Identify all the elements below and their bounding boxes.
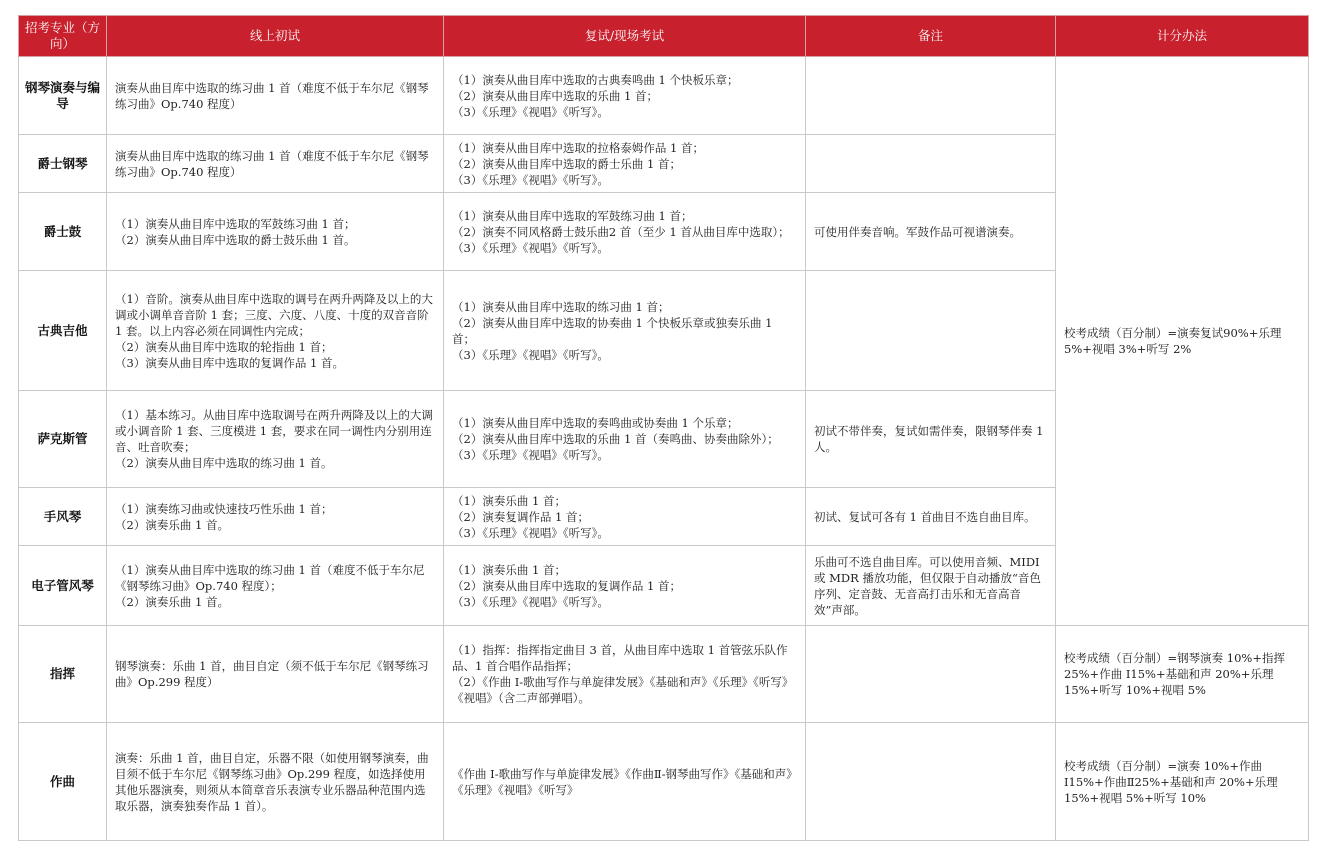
table-row: [19, 723, 1309, 841]
retest-line: （3）《乐理》《视唱》《听写》。: [452, 104, 609, 119]
online-test-cell: [107, 723, 444, 841]
retest-line: （3）《乐理》《视唱》《听写》。: [452, 347, 609, 362]
online-test-cell: [107, 57, 444, 135]
major-cell: 爵士钢琴: [19, 135, 107, 193]
online-test-line: （2）演奏从曲目库中选取的轮指曲 1 首；: [115, 339, 333, 354]
major-cell: 爵士鼓: [19, 193, 107, 271]
header-major: 招考专业（方向）: [19, 16, 107, 57]
retest-line: （3）《乐理》《视唱》《听写》。: [452, 448, 609, 462]
online-test-line: 演奏：乐曲 1 首，曲目自定，乐器不限（如使用钢琴演奏，曲目须不低于车尔尼《钢琴练习曲》Op.299 程度，如选择使用其他乐器演奏，则须从本简章音乐表演专业乐器品种范围内选取乐器，演奏独奏作品 1 首）。: [115, 750, 429, 813]
retest-line: （2）《作曲 Ⅰ-歌曲写作与单旋律发展》《基础和声》《乐理》《听写》《视唱》（含二声部弹唱）。: [452, 675, 794, 705]
online-test-line: （3）演奏从曲目库中选取的复调作品 1 首。: [115, 355, 344, 370]
online-test-line: （2）演奏从曲目库中选取的练习曲 1 首。: [115, 456, 333, 470]
retest-line: （1）演奏乐曲 1 首；: [452, 493, 566, 508]
major-cell: 萨克斯管: [19, 391, 107, 488]
online-test-line: （1）基本练习。从曲目库中选取调号在两升两降及以上的大调或小调音阶 1 套、三度模进 1 套，要求在同一调性内分别用连音、吐音吹奏；: [115, 408, 433, 454]
online-test-cell: [107, 193, 444, 271]
header-online-test: 线上初试: [107, 16, 444, 57]
table-row: [19, 626, 1309, 723]
score-method-cell: 校考成绩（百分制）=钢琴演奏 10%+指挥 25%+作曲 Ⅰ15%+基础和声 20%+乐理 15%+听写 10%+视唱 5%: [1056, 626, 1309, 723]
major-cell: 电子管风琴: [19, 546, 107, 626]
header-score-method: 计分办法: [1056, 16, 1309, 57]
major-cell: 钢琴演奏与编导: [19, 57, 107, 135]
online-test-line: （2）演奏从曲目库中选取的爵士鼓乐曲 1 首。: [115, 232, 356, 247]
retest-line: （3）《乐理》《视唱》《听写》。: [452, 172, 609, 187]
retest-line: （2）演奏从曲目库中选取的协奏曲 1 个快板乐章或独奏乐曲 1 首；: [452, 315, 773, 346]
note-cell: [806, 626, 1056, 723]
retest-cell: [444, 391, 806, 488]
retest-line: （1）演奏从曲目库中选取的军鼓练习曲 1 首；: [452, 208, 693, 223]
score-method-cell: 校考成绩（百分制）=演奏 10%+作曲Ⅰ15%+作曲Ⅱ25%+基础和声 20%+乐理 15%+视唱 5%+听写 10%: [1056, 723, 1309, 841]
header-note: 备注: [806, 16, 1056, 57]
retest-line: （1）演奏乐曲 1 首；: [452, 562, 566, 577]
retest-line: （3）《乐理》《视唱》《听写》。: [452, 594, 609, 609]
online-test-line: （2）演奏乐曲 1 首。: [115, 517, 229, 532]
online-test-line: 演奏从曲目库中选取的练习曲 1 首（难度不低于车尔尼《钢琴练习曲》Op.740 程度）: [115, 80, 429, 111]
note-cell: 乐曲可不选自曲目库。可以使用音频、MIDI 或 MDR 播放功能，但仅限于自动播放“音色序列、定音鼓、无音高打击乐和无音高音效”声部。: [806, 546, 1056, 626]
major-cell: 指挥: [19, 626, 107, 723]
table-row: [19, 57, 1309, 135]
note-cell: 初试不带伴奏，复试如需伴奏，限钢琴伴奏 1 人。: [806, 391, 1056, 488]
major-cell: 作曲: [19, 723, 107, 841]
retest-line: （2）演奏从曲目库中选取的爵士乐曲 1 首；: [452, 156, 681, 171]
online-test-cell: [107, 135, 444, 193]
score-method-cell: 校考成绩（百分制）=演奏复试90%+乐理 5%+视唱 3%+听写 2%: [1056, 57, 1309, 626]
retest-line: （2）演奏从曲目库中选取的乐曲 1 首（奏鸣曲、协奏曲除外）；: [452, 432, 779, 446]
online-test-cell: [107, 488, 444, 546]
online-test-line: （2）演奏乐曲 1 首。: [115, 594, 229, 609]
online-test-line: （1）演奏从曲目库中选取的练习曲 1 首（难度不低于车尔尼《钢琴练习曲》Op.740 程度）；: [115, 562, 425, 593]
online-test-cell: [107, 626, 444, 723]
note-cell: [806, 723, 1056, 841]
online-test-line: （1）演奏练习曲或快速技巧性乐曲 1 首；: [115, 501, 333, 516]
major-cell: 古典吉他: [19, 271, 107, 391]
retest-cell: [444, 193, 806, 271]
online-test-cell: [107, 546, 444, 626]
note-cell: [806, 57, 1056, 135]
retest-line: （1）演奏从曲目库中选取的奏鸣曲或协奏曲 1 个乐章；: [452, 416, 739, 430]
retest-line: 《作曲 Ⅰ-歌曲写作与单旋律发展》《作曲Ⅱ-钢琴曲写作》《基础和声》《乐理》《视唱》《听写》: [452, 766, 793, 797]
retest-cell: [444, 57, 806, 135]
retest-cell: [444, 626, 806, 723]
retest-cell: [444, 723, 806, 841]
retest-line: （2）演奏不同风格爵士鼓乐曲2 首（至少 1 首从曲目库中选取）；: [452, 224, 790, 239]
retest-line: （1）演奏从曲目库中选取的古典奏鸣曲 1 个快板乐章；: [452, 72, 739, 87]
note-cell: 初试、复试可各有 1 首曲目不选自曲目库。: [806, 488, 1056, 546]
retest-line: （2）演奏复调作品 1 首；: [452, 509, 589, 524]
online-test-line: （1）演奏从曲目库中选取的军鼓练习曲 1 首；: [115, 216, 356, 231]
table-header-row: [19, 16, 1309, 57]
retest-line: （3）《乐理》《视唱》《听写》。: [452, 525, 609, 540]
online-test-line: 演奏从曲目库中选取的练习曲 1 首（难度不低于车尔尼《钢琴练习曲》Op.740 程度）: [115, 148, 429, 179]
admission-table-wrapper: [18, 15, 1309, 841]
note-cell: [806, 135, 1056, 193]
online-test-cell: [107, 391, 444, 488]
online-test-line: 钢琴演奏：乐曲 1 首，曲目自定（须不低于车尔尼《钢琴练习曲》Op.299 程度）: [115, 659, 429, 689]
retest-line: （2）演奏从曲目库中选取的复调作品 1 首；: [452, 578, 681, 593]
retest-cell: [444, 135, 806, 193]
retest-line: （1）演奏从曲目库中选取的拉格泰姆作品 1 首；: [452, 140, 704, 155]
retest-line: （2）演奏从曲目库中选取的乐曲 1 首；: [452, 88, 658, 103]
note-cell: [806, 271, 1056, 391]
online-test-cell: [107, 271, 444, 391]
retest-cell: [444, 488, 806, 546]
retest-line: （1）指挥：指挥指定曲目 3 首，从曲目库中选取 1 首管弦乐队作品、1 首合唱作品指挥；: [452, 643, 788, 673]
major-cell: 手风琴: [19, 488, 107, 546]
retest-line: （3）《乐理》《视唱》《听写》。: [452, 240, 609, 255]
header-retest: 复试/现场考试: [444, 16, 806, 57]
retest-cell: [444, 546, 806, 626]
note-cell: 可使用伴奏音响。军鼓作品可视谱演奏。: [806, 193, 1056, 271]
online-test-line: （1）音阶。演奏从曲目库中选取的调号在两升两降及以上的大调或小调单音音阶 1 套；三度、六度、八度、十度的双音音阶 1 套。以上内容必须在同调性内完成；: [115, 291, 433, 338]
retest-cell: [444, 271, 806, 391]
admission-table: [18, 15, 1309, 841]
retest-line: （1）演奏从曲目库中选取的练习曲 1 首；: [452, 299, 670, 314]
